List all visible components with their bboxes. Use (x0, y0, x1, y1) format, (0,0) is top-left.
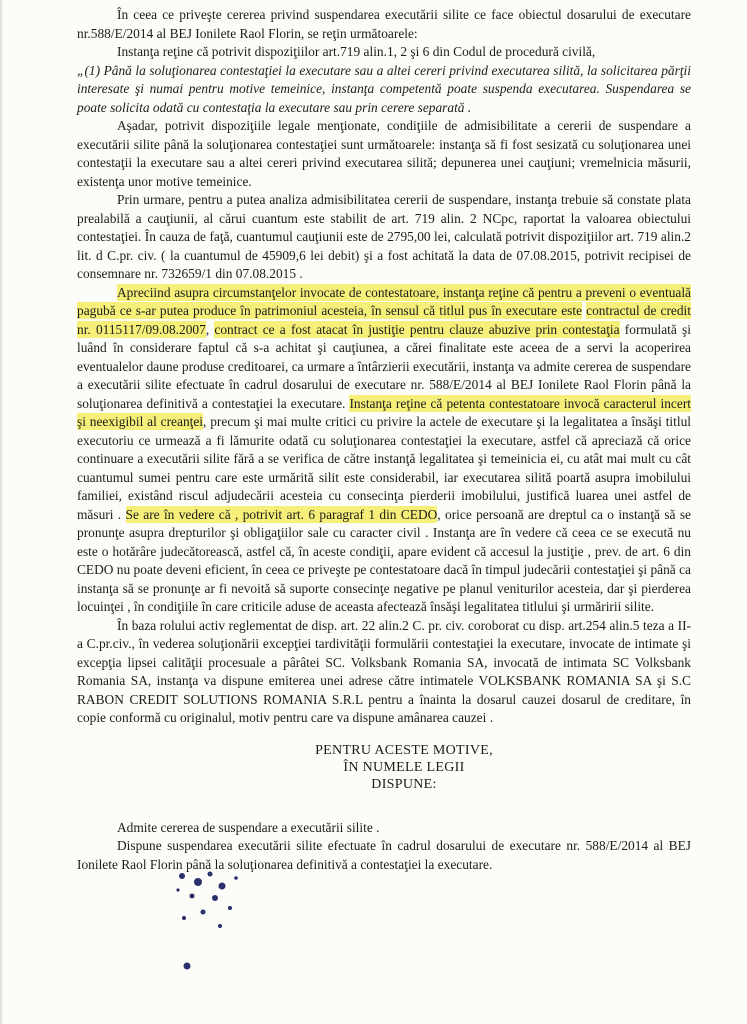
paragraph-text: , (205, 321, 210, 337)
paragraph-suspension-request: În ceea ce priveşte cererea privind suspendarea executării silite ce face obiectul dosarului de executare nr.588/E/2014 al BEJ Ionilete Raol Florin, se reţin următoarele: (77, 7, 691, 41)
paragraph-text: , precum şi mai multe critici cu privire la actele de executare şi la legalitatea a însăşi titlul executoriu ce urmează a fi lămurite odată cu soluţionarea contestaţiei la executare, astfel că apreciază că orice continuare a executării silite fără a se verifica de către instanţă legalitatea şi temeinicia ei, cu atât mai mult cu cât cuantumul sumei pentru care este urmărită silit este considerabil, iar executarea silită poartă asupra imobilului familiei, existând riscul adjudecării acesteia cu consecinţa pierderii imobilului, justifică luarea unei astfel de măsuri . (77, 414, 691, 522)
highlighted-text-abusive-clauses: contract ce a fost atacat în justiţie pentru clauze abuzive prin contestaţia (214, 321, 620, 337)
paragraph-legal-basis-intro: Instanţa reţine că potrivit dispoziţiilor art.719 alin.1, 2 şi 6 din Codul de procedură civilă, (117, 44, 596, 59)
heading-in-the-name-of-law: ÎN NUMELE LEGII (343, 759, 465, 775)
heading-for-these-reasons: PENTRU ACESTE MOTIVE, (315, 742, 493, 758)
highlighted-text-prevent-damage: Apreciind asupra circumstanţelor invocate de contestatoare, instanţa reţine că pentru a preveni o eventuală pagubă ce s-ar putea produce în patrimoniul acesteia, în sensul că titlul pus în executare este (77, 284, 691, 318)
paragraph-text: formulată şi luând în considerare faptul că s-a achitat şi cauţiunea, a cărei finalitate este aceea de a servi la acoperirea eventualelor daune produse creditoarei, ca urmare a întârzierii executării, instanţa va admite cererea de suspendare a executării silite efectuate în cadrul dosarului de executare nr. 588/E/2014 al BEJ Ionilete Raol Florin până la soluţionarea definitivă a contestaţiei la executare. (77, 321, 691, 411)
highlighted-text-uncertain-claim: Instanţa reţine că petenta contestatoare invocă caracterul incert şi neexigibil al creanţei (77, 395, 691, 429)
paragraph-legal-quote: „(1) Până la soluţionarea contestaţiei la executare sau a altei cereri privind executarea silită, la solicitarea părţii interesate şi numai pentru motive temeinice, instanţa competentă poate suspenda executarea. Suspendarea se poate solicita odată cu contestaţia la executare sau prin cerere separată . (77, 62, 691, 115)
dispositive-heading-block (117, 742, 691, 793)
paragraph-admissibility-conditions: Aşadar, potrivit dispoziţiile legale menţionate, condiţiile de admisibilitate a cererii de suspendare a executării silite până la soluţionarea contestaţiei sunt următoarele: instanţa să fi fost sesizată cu soluţionarea unei contestaţii la executare sau a altei cereri privind executarea silită; depunerea unei cauţiuni; vremelnicia măsurii, existenţa unor motive temeinice. (77, 118, 691, 189)
document-body (77, 6, 691, 874)
ink-dot-mark (180, 958, 194, 974)
paragraph-active-role: În baza rolului activ reglementat de disp. art. 22 alin.2 C. pr. civ. coroborat cu disp. art.254 alin.5 teza a II-a C.pr.civ., în vederea soluţionării excepţiei tardivităţii formulării contestaţiei la executare, invocate de intimate şi excepţia lipsei calităţii procesuale a pârâtei SC. Volksbank Romania SA, invocată de intimata SC Volksbank Romania SA, instanţa va dispune emiterea unei adrese către intimatele VOLKSBANK ROMANIA SA şi S.C RABON CREDIT SOLUTIONS ROMANIA S.R.L pentru a înainta la dosarul cauzei dosarul de creditare, în copie conformă cu originalul, motiv pentru care va dispune amânarea cauzei . (77, 617, 691, 725)
highlighted-text-cedo-article: Se are în vedere că , potrivit art. 6 paragraf 1 din CEDO (125, 506, 438, 522)
scan-edge-shadow (0, 0, 3, 1024)
highlighted-text-credit-contract: contractul de credit nr. 0115117/09.08.2007 (77, 303, 691, 337)
heading-orders: DISPUNE: (371, 776, 437, 792)
paragraph-court-reasoning (77, 284, 691, 617)
spacer (77, 793, 691, 819)
dispositive-admits-request: Admite cererea de suspendare a executării silite . (117, 819, 380, 835)
paragraph-bail-payment: Prin urmare, pentru a putea analiza admisibilitatea cererii de suspendare, instanţa trebuie să constate plata prealabilă a cauţiunii, al cărui cuantum este stabilit de art. 719 alin. 2 NCpc, raportat la valoarea obiectului contestaţiei. În cauza de faţă, cuantumul cauţiunii este de 2795,00 lei, calculată potrivit dispoziţiilor art. 719 alin.2 lit. d C.pr. civ. ( la cuantumul de 45909,6 lei debit) şi a fost achitată la data de 07.08.2015, potrivit recipisei de consemnare nr. 732659/1 din 07.08.2015 . (77, 192, 691, 281)
paragraph-text: , orice persoană are dreptul ca o instanţă să se pronunţe asupra drepturilor şi obligaţiilor sale cu caracter civil . Instanţa are în vedere că ceea ce se execută nu este o hotărâre judecătorească, astfel că, în aceste condiţii, apare evident că accesul la justiţie , prev. de art. 6 din CEDO nu poate deveni eficient, în ceea ce priveşte pe contestatoare dacă în timpul judecării contestaţiei şi până ca instanţa să se pronunţe ar fi nevoită să suporte consecinţe negative pe planul veniturilor acesteia, dar şi pierderea locuinţei , în condiţiile în care criticile aduse de aceasta afectează însăşi legalitatea titlului şi urmăririi silite. (77, 506, 692, 614)
ink-stain-mark (170, 868, 260, 948)
dispositive-orders-suspension: Dispune suspendarea executării silite efectuate în cadrul dosarului de executare nr. 588/E/2014 al BEJ Ionilete Raol Florin până la soluţionarea definitivă a contestaţiei la executare. (77, 838, 691, 872)
